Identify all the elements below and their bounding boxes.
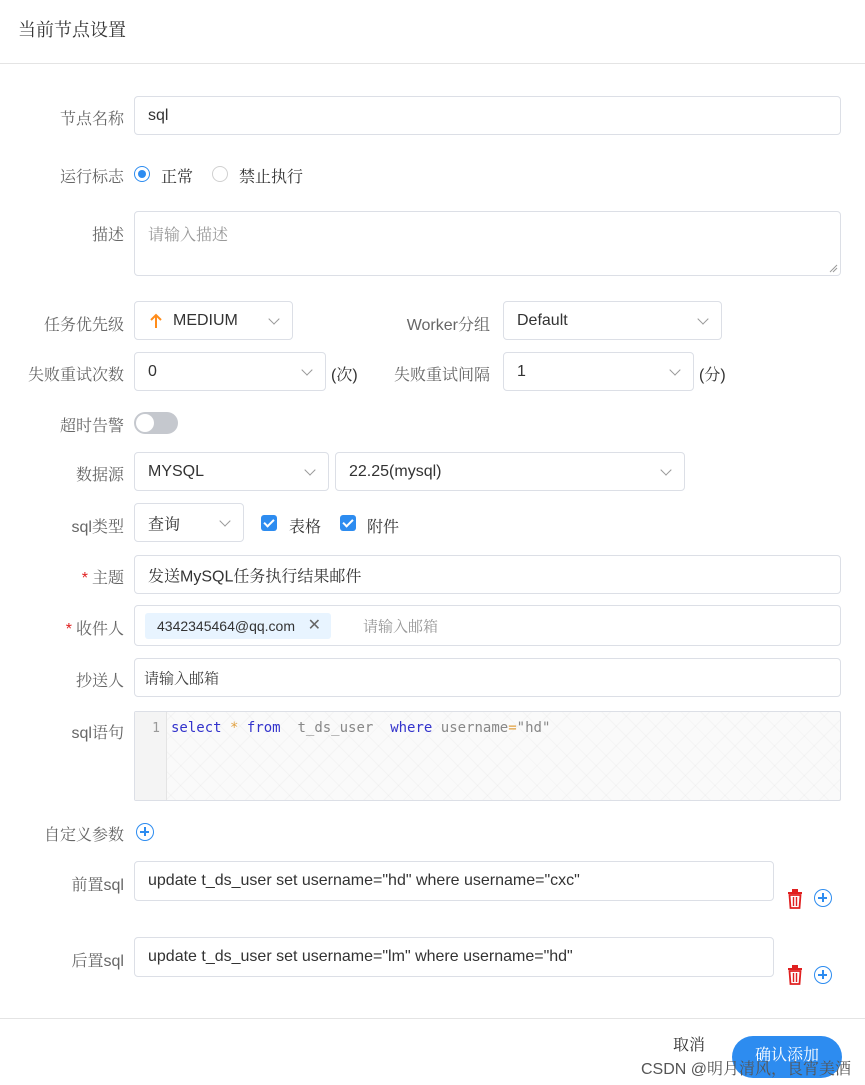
recipient-tag <box>145 613 331 639</box>
description-textarea[interactable] <box>134 211 841 276</box>
description-placeholder: 请输入描述 <box>148 227 229 244</box>
timeout-alarm-label: 超时告警 <box>59 418 124 435</box>
attachment-checkbox-label: 附件 <box>367 519 400 536</box>
resize-handle-icon[interactable] <box>829 264 838 273</box>
cc-placeholder: 请输入邮箱 <box>144 670 220 687</box>
retry-interval-select[interactable] <box>503 352 694 391</box>
table-checkbox[interactable] <box>261 515 277 531</box>
retry-interval-label: 失败重试间隔 <box>393 367 490 384</box>
cancel-button[interactable]: 取消 <box>672 1037 705 1054</box>
subject-label-text: 主题 <box>91 570 124 587</box>
attachment-checkbox[interactable] <box>340 515 356 531</box>
sql-type-value: 查询 <box>148 516 181 533</box>
worker-group-label: Worker分组 <box>406 317 490 334</box>
chevron-down-icon <box>660 464 671 475</box>
custom-params-label: 自定义参数 <box>43 827 124 844</box>
sql-type-label: sql类型 <box>71 519 124 536</box>
retry-times-select[interactable] <box>134 352 326 391</box>
subject-value: 发送MySQL任务执行结果邮件 <box>148 568 362 585</box>
close-icon[interactable]: ✕ <box>307 617 321 634</box>
pre-sql-label: 前置sql <box>71 877 124 894</box>
chevron-down-icon <box>304 464 315 475</box>
priority-select[interactable] <box>134 301 293 340</box>
confirm-add-button[interactable]: 确认添加 <box>732 1036 842 1078</box>
sql-type-select[interactable] <box>134 503 244 542</box>
timeout-alarm-toggle[interactable] <box>134 412 178 434</box>
add-pre-sql-icon[interactable] <box>814 889 832 907</box>
datasource-type-value: MYSQL <box>148 462 205 480</box>
node-name-label: 节点名称 <box>59 111 124 128</box>
recipients-input[interactable] <box>134 605 841 646</box>
subject-label <box>20 565 124 588</box>
post-sql-input[interactable] <box>134 937 774 977</box>
sql-string: "hd" <box>516 720 551 736</box>
sql-identifier: username <box>440 720 509 736</box>
worker-group-select[interactable] <box>503 301 722 340</box>
sql-operator: * <box>230 720 239 736</box>
retry-times-label: 失败重试次数 <box>27 367 124 384</box>
run-flag-label: 运行标志 <box>59 169 124 186</box>
description-label: 描述 <box>91 227 124 244</box>
add-post-sql-icon[interactable] <box>814 966 832 984</box>
cc-label: 抄送人 <box>75 673 124 690</box>
required-asterisk: * <box>81 570 88 587</box>
pre-sql-value: update t_ds_user set username="hd" where username="cxc" <box>148 872 580 889</box>
line-number-gutter <box>135 712 167 800</box>
sql-statement-label: sql语句 <box>71 725 124 742</box>
dialog-header <box>0 0 865 64</box>
chevron-down-icon <box>697 313 708 324</box>
sql-code-line <box>171 720 550 736</box>
node-name-value: sql <box>148 106 169 124</box>
post-sql-value: update t_ds_user set username="lm" where username="hd" <box>148 948 573 965</box>
trash-icon[interactable] <box>786 889 804 909</box>
recipients-placeholder: 请输入邮箱 <box>363 618 439 635</box>
trash-icon[interactable] <box>786 965 804 985</box>
chevron-down-icon <box>669 364 680 375</box>
sql-keyword: where <box>390 720 433 736</box>
sql-code-editor[interactable] <box>134 711 841 801</box>
watermark-text: CSDN @明月清风，良宵美酒 <box>640 1061 851 1078</box>
recipients-label-text: 收件人 <box>75 621 124 638</box>
sql-operator: = <box>508 720 517 736</box>
post-sql-label: 后置sql <box>71 953 124 970</box>
subject-input[interactable] <box>134 555 841 594</box>
line-number: 1 <box>152 721 160 736</box>
cc-input[interactable] <box>134 658 841 697</box>
run-flag-forbidden-text: 禁止执行 <box>239 169 304 186</box>
pre-sql-input[interactable] <box>134 861 774 901</box>
retry-times-unit: (次) <box>331 367 358 384</box>
datasource-type-select[interactable] <box>134 452 329 491</box>
datasource-label: 数据源 <box>75 467 124 484</box>
chevron-down-icon <box>301 364 312 375</box>
arrow-up-icon <box>149 312 163 330</box>
run-flag-normal-radio[interactable] <box>134 166 150 182</box>
sql-keyword: from <box>246 720 281 736</box>
dialog-title: 当前节点设置 <box>18 20 126 40</box>
node-name-input[interactable] <box>134 96 841 135</box>
required-asterisk: * <box>65 621 72 638</box>
priority-value: MEDIUM <box>173 311 238 329</box>
chevron-down-icon <box>268 313 279 324</box>
retry-times-value: 0 <box>148 362 157 380</box>
run-flag-normal-text: 正常 <box>161 169 194 186</box>
sql-keyword: select <box>171 720 222 736</box>
sql-identifier: t_ds_user <box>297 720 374 736</box>
retry-interval-unit: (分) <box>699 367 726 384</box>
chevron-down-icon <box>219 515 230 526</box>
priority-label: 任务优先级 <box>43 317 124 334</box>
recipients-label <box>20 616 124 639</box>
retry-interval-value: 1 <box>517 362 526 380</box>
datasource-instance-value: 22.25(mysql) <box>349 462 442 480</box>
datasource-instance-select[interactable] <box>335 452 685 491</box>
worker-group-value: Default <box>517 311 568 329</box>
recipient-tag-text: 4342345464@qq.com <box>157 618 295 634</box>
add-param-icon[interactable] <box>136 823 154 841</box>
table-checkbox-label: 表格 <box>289 519 322 536</box>
run-flag-forbidden-radio[interactable] <box>212 166 228 182</box>
